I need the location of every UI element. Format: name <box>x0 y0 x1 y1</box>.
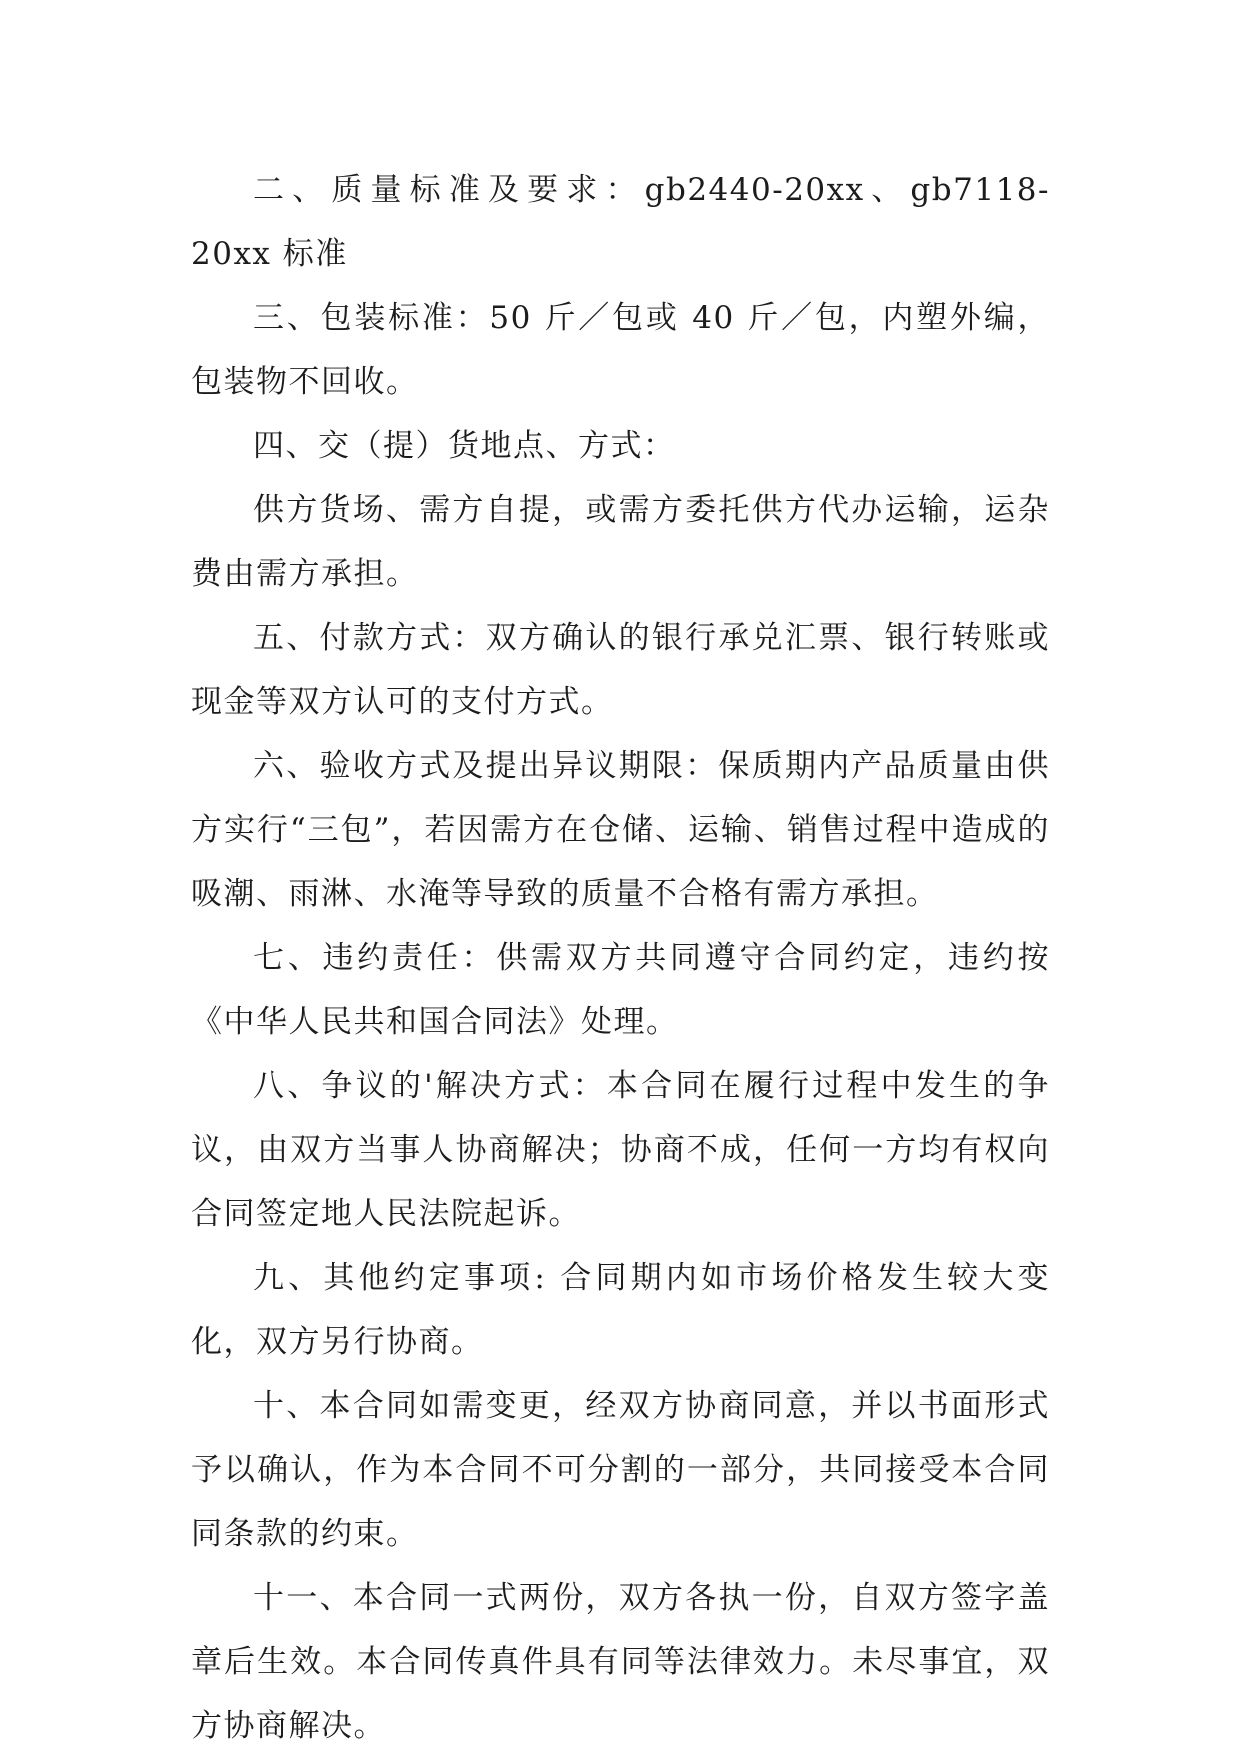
clause-delivery-method: 供方货场、需方自提，或需方委托供方代办运输，运杂费由需方承担。 <box>191 492 1050 592</box>
clause-quality-standard: 二、质量标准及要求：gb2440-20xx、gb7118-20xx 标准 <box>191 172 1050 272</box>
clause-liability: 七、违约责任：供需双方共同遵守合同约定，违约按《中华人民共和国合同法》处理。 <box>191 940 1050 1040</box>
clause-delivery-location: 四、交（提）货地点、方式： <box>253 428 676 464</box>
document-body <box>191 158 1050 1758</box>
clause-amendment: 十、本合同如需变更，经双方协商同意，并以书面形式予以确认，作为本合同不可分割的一部分，共同接受本合同同条款的约束。 <box>191 1388 1050 1552</box>
clause-acceptance: 六、验收方式及提出异议期限：保质期内产品质量由供方实行“三包”，若因需方在仓储、运输、销售过程中造成的吸潮、雨淋、水淹等导致的质量不合格有需方承担。 <box>191 748 1050 912</box>
clause-dispute-resolution: 八、争议的'解决方式：本合同在履行过程中发生的争议，由双方当事人协商解决；协商不成，任何一方均有权向合同签定地人民法院起诉。 <box>191 1068 1050 1232</box>
clause-packaging-standard: 三、包装标准：50 斤／包或 40 斤／包，内塑外编，包装物不回收。 <box>191 300 1050 400</box>
clause-copies-effect: 十一、本合同一式两份，双方各执一份，自双方签字盖章后生效。本合同传真件具有同等法律效力。未尽事宜，双方协商解决。 <box>191 1580 1050 1744</box>
clause-payment-method: 五、付款方式：双方确认的银行承兑汇票、银行转账或现金等双方认可的支付方式。 <box>191 620 1050 720</box>
clause-other-matters: 九、其他约定事项: 合同期内如市场价格发生较大变化，双方另行协商。 <box>191 1260 1050 1360</box>
